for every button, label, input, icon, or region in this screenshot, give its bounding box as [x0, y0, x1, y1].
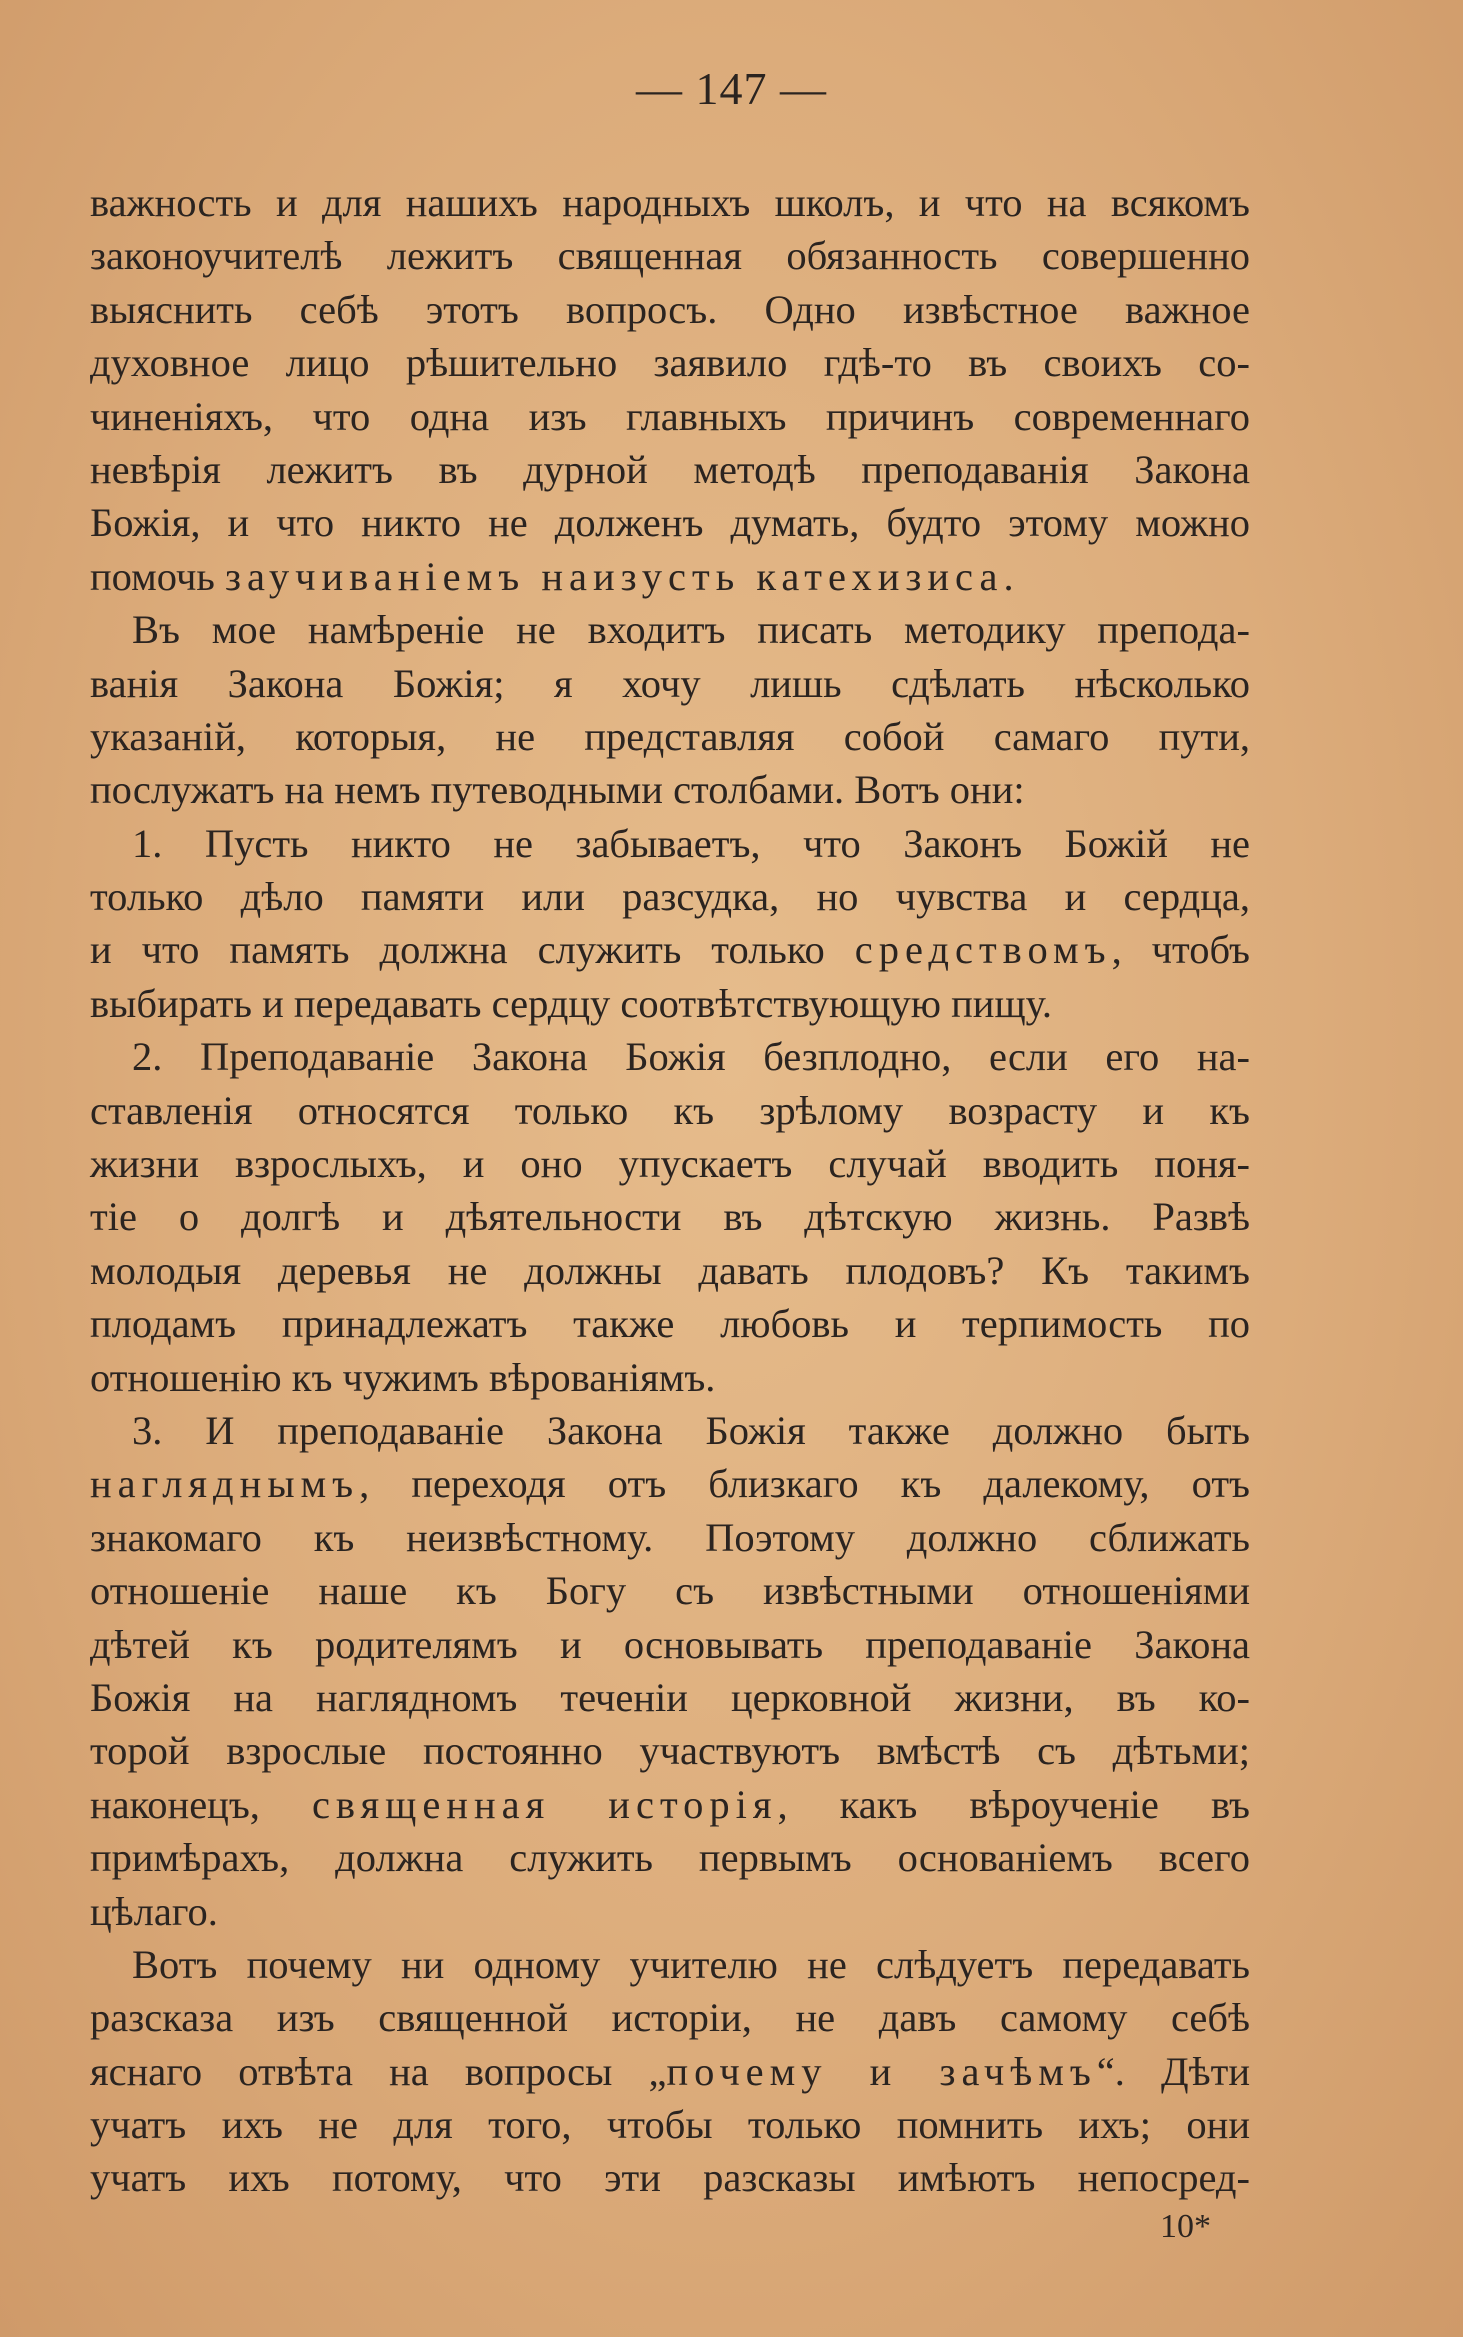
text-line [90, 2045, 1250, 2098]
line-text: послужатъ на немъ путеводными столбами. Вотъ они: [90, 767, 1025, 813]
text-line [90, 1351, 1250, 1404]
text-line [90, 229, 1250, 282]
text-line [90, 1724, 1250, 1777]
line-text: невѣрія лежитъ въ дурной методѣ преподаванія Закона [90, 446, 1250, 492]
page-number: — 147 — [636, 63, 827, 114]
text-line [90, 1564, 1250, 1617]
signature-mark: 10* [1160, 2208, 1211, 2245]
text-line [90, 1244, 1250, 1297]
line-text: дѣтей къ родителямъ и основывать преподаваніе Закона [90, 1621, 1250, 1667]
text-line [90, 977, 1250, 1030]
text-line [90, 870, 1250, 923]
line-text: Божія, и что никто не долженъ думать, будто этому можно [90, 500, 1250, 546]
body-text [90, 176, 1250, 2205]
line-text: учатъ ихъ потому, что эти разсказы имѣютъ непосред- [90, 2155, 1250, 2201]
text-line [90, 1297, 1250, 1350]
text-line [90, 2098, 1250, 2151]
text-line [90, 1991, 1250, 2044]
text-line [90, 1885, 1250, 1938]
line-text: разсказа изъ священной исторіи, не давъ самому себѣ [90, 1995, 1250, 2041]
text-line [90, 1938, 1250, 1991]
text-line [90, 336, 1250, 389]
line-text: важность и для нашихъ народныхъ школъ, и что на всякомъ [90, 180, 1250, 225]
text-line [90, 1030, 1250, 1083]
text-line [90, 2151, 1250, 2204]
text-line [90, 1511, 1250, 1564]
line-text: отношенію къ чужимъ вѣрованіямъ. [90, 1354, 716, 1400]
line-text: плодамъ принадлежатъ также любовь и терпимость по [90, 1301, 1250, 1347]
line-text: только дѣло памяти или разсудка, но чувства и сердца, [90, 874, 1250, 920]
text-line [90, 710, 1250, 763]
line-text: молодыя деревья не должны давать плодовъ? Къ такимъ [90, 1247, 1250, 1293]
line-text: Вотъ почему ни одному учителю не слѣдуетъ передавать [132, 1941, 1250, 1987]
text-line [90, 1137, 1250, 1190]
line-text: торой взрослые постоянно участвуютъ вмѣстѣ съ дѣтьми; [90, 1728, 1250, 1774]
text-line [90, 176, 1250, 229]
line-text: и что память должна служить только [90, 927, 855, 973]
text-line [90, 657, 1250, 710]
text-line [90, 1084, 1250, 1137]
text-line [90, 550, 1250, 603]
line-text: примѣрахъ, должна служить первымъ основаніемъ всего [90, 1835, 1250, 1881]
line-text: ставленія относятся только къ зрѣлому возрасту и къ [90, 1087, 1250, 1133]
line-text: указаній, которыя, не представляя собой самаго пути, [90, 713, 1250, 759]
spaced-emphasis-text: заучиваніемъ наизусть катехизиса [224, 553, 1004, 599]
text-line [90, 443, 1250, 496]
line-text: тіе о долгѣ и дѣятельности въ дѣтскую жизнь. Развѣ [90, 1194, 1250, 1240]
text-line [90, 283, 1250, 336]
spaced-emphasis-text: священная исторія [311, 1781, 778, 1827]
text-line [90, 1778, 1250, 1831]
line-text: яснаго отвѣта на вопросы „ [90, 2048, 667, 2094]
line-text: законоучителѣ лежитъ священная обязанность совершенно [90, 233, 1250, 279]
line-text: выбирать и передавать сердцу соотвѣтствующую пищу. [90, 980, 1052, 1026]
line-text: 1. Пусть никто не забываетъ, что Законъ Божій не [132, 820, 1250, 866]
line-text: , чтобъ [1111, 927, 1251, 973]
text-line [90, 1190, 1250, 1243]
line-text: отношеніе наше къ Богу съ извѣстными отношеніями [90, 1568, 1250, 1614]
line-text: знакомаго къ неизвѣстному. Поэтому должно сближать [90, 1514, 1250, 1560]
text-line [90, 763, 1250, 816]
spaced-emphasis-text: почему и зачѣмъ [666, 2048, 1097, 2094]
line-text: учатъ ихъ не для того, чтобы только помнить ихъ; они [90, 2102, 1250, 2148]
line-text: , переходя отъ близкаго къ далекому, отъ [359, 1461, 1250, 1507]
line-text: “. Дѣти [1096, 2048, 1250, 2094]
line-text: Божія на наглядномъ теченіи церковной жизни, въ ко- [90, 1674, 1250, 1720]
text-line [90, 1404, 1250, 1457]
text-line [90, 1831, 1250, 1884]
text-line [90, 1457, 1250, 1510]
text-line [90, 1618, 1250, 1671]
line-text: 2. Преподаваніе Закона Божія безплодно, если его на- [132, 1034, 1250, 1080]
text-line [90, 496, 1250, 549]
line-text: жизни взрослыхъ, и оно упускаетъ случай вводить поня- [90, 1141, 1250, 1187]
text-line [90, 603, 1250, 656]
spaced-emphasis-text: нагляднымъ [90, 1461, 360, 1507]
line-text: 3. И преподаваніе Закона Божія также должно быть [132, 1407, 1250, 1453]
spaced-emphasis-text: средствомъ [854, 927, 1112, 973]
text-line [90, 390, 1250, 443]
line-text: наконецъ, [90, 1781, 312, 1827]
line-text: выяснить себѣ этотъ вопросъ. Одно извѣстное важное [90, 286, 1250, 332]
line-text: помочь [90, 553, 225, 599]
line-text: чиненіяхъ, что одна изъ главныхъ причинъ современнаго [90, 393, 1250, 439]
text-line [90, 817, 1250, 870]
text-line [90, 923, 1250, 976]
line-text: Въ мое намѣреніе не входитъ писать методику препода- [132, 607, 1250, 653]
line-text: , какъ вѣроученіе въ [777, 1781, 1250, 1827]
line-text: . [1003, 553, 1014, 599]
line-text: духовное лицо рѣшительно заявило гдѣ-то въ своихъ со- [90, 340, 1250, 386]
line-text: ванія Закона Божія; я хочу лишь сдѣлать нѣсколько [90, 660, 1250, 706]
line-text: цѣлаго. [90, 1888, 218, 1934]
text-line [90, 1671, 1250, 1724]
